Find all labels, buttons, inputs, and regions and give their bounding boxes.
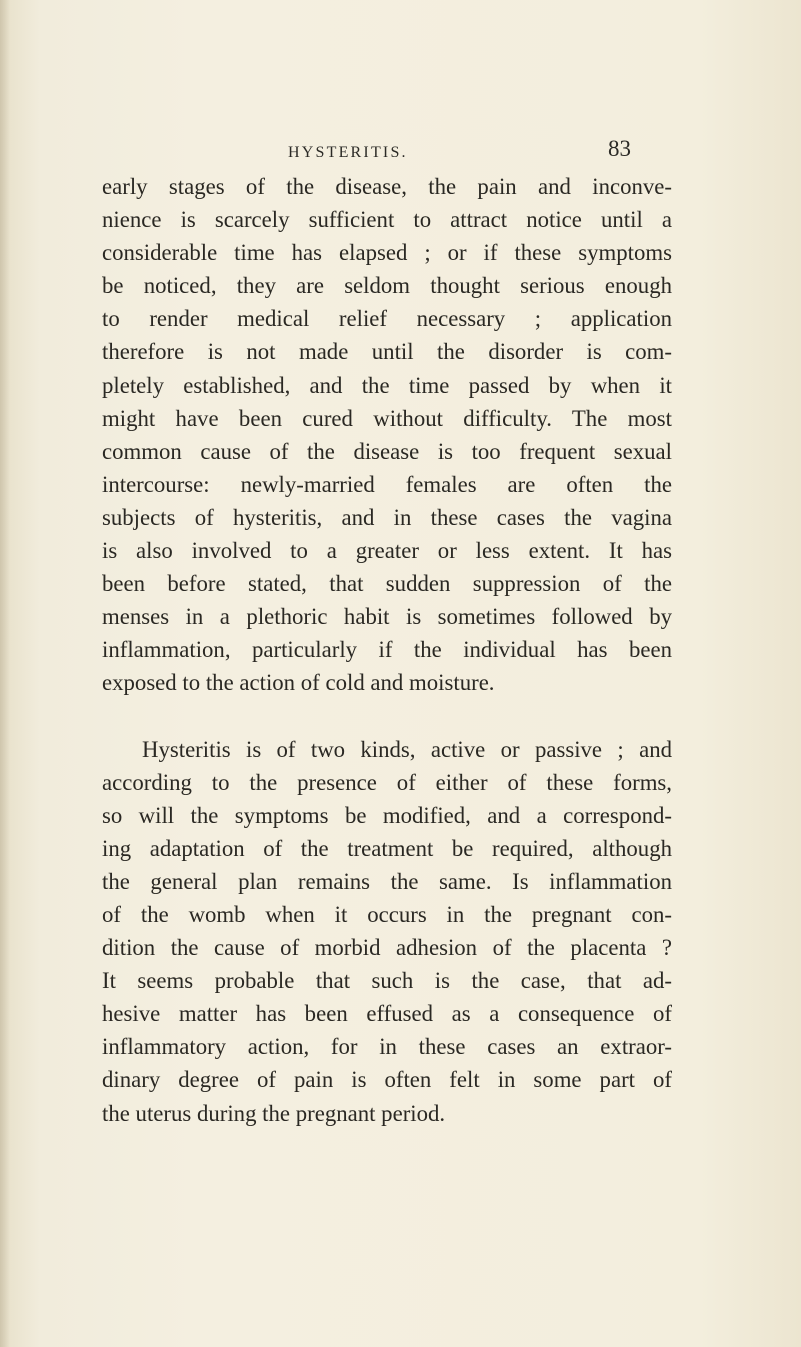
text-line: considerable time has elapsed ; or if these symptoms (102, 240, 672, 266)
text-line: dition the cause of morbid adhesion of the placenta ? (102, 935, 672, 961)
text-line: dinary degree of pain is often felt in some part of (102, 1067, 672, 1093)
text-line: is also involved to a greater or less extent. It has (102, 538, 672, 564)
text-line: according to the presence of either of these forms, (102, 769, 672, 795)
text-line: therefore is not made until the disorder is com- (102, 339, 672, 365)
text-line: It seems probable that such is the case, that ad- (102, 968, 672, 994)
text-line: to render medical relief necessary ; application (102, 306, 672, 332)
text-line: Hysteritis is of two kinds, active or passive ; and (142, 736, 672, 762)
text-line: inflammatory action, for in these cases an extraor- (102, 1034, 672, 1060)
paragraph-gap (102, 700, 672, 733)
text-line: hesive matter has been effused as a consequence of (102, 1001, 672, 1027)
text-line: common cause of the disease is too frequent sexual (102, 438, 672, 464)
paragraph-2 (102, 733, 672, 1130)
page-spine-shadow (0, 0, 10, 1347)
page-header (0, 136, 801, 166)
text-line: the uterus during the pregnant period. (102, 1100, 446, 1126)
text-line: so will the symptoms be modified, and a correspond- (102, 802, 672, 828)
text-line: subjects of hysteritis, and in these cases the vagina (102, 504, 672, 530)
paragraph-1 (102, 170, 672, 700)
text-line: intercourse: newly-married females are often the (102, 471, 672, 497)
text-line: been before stated, that sudden suppression of the (102, 571, 672, 597)
running-title: HYSTERITIS. (288, 144, 408, 161)
text-line: inflammation, particularly if the individual has been (102, 637, 672, 663)
text-line: the general plan remains the same. Is inflammation (102, 868, 672, 894)
text-line: nience is scarcely sufficient to attract notice until a (102, 207, 672, 233)
text-line: ing adaptation of the treatment be required, although (102, 835, 672, 861)
text-line: exposed to the action of cold and moisture. (102, 670, 495, 696)
body-text (102, 170, 672, 1130)
text-line: be noticed, they are seldom thought serious enough (102, 273, 672, 299)
text-line: of the womb when it occurs in the pregnant con- (102, 901, 672, 927)
page-number: 83 (608, 136, 631, 161)
text-line: might have been cured without difficulty. The most (102, 405, 672, 431)
text-line: early stages of the disease, the pain and inconve- (102, 174, 672, 199)
text-line: pletely established, and the time passed by when it (102, 372, 672, 398)
text-line: menses in a plethoric habit is sometimes followed by (102, 604, 672, 630)
